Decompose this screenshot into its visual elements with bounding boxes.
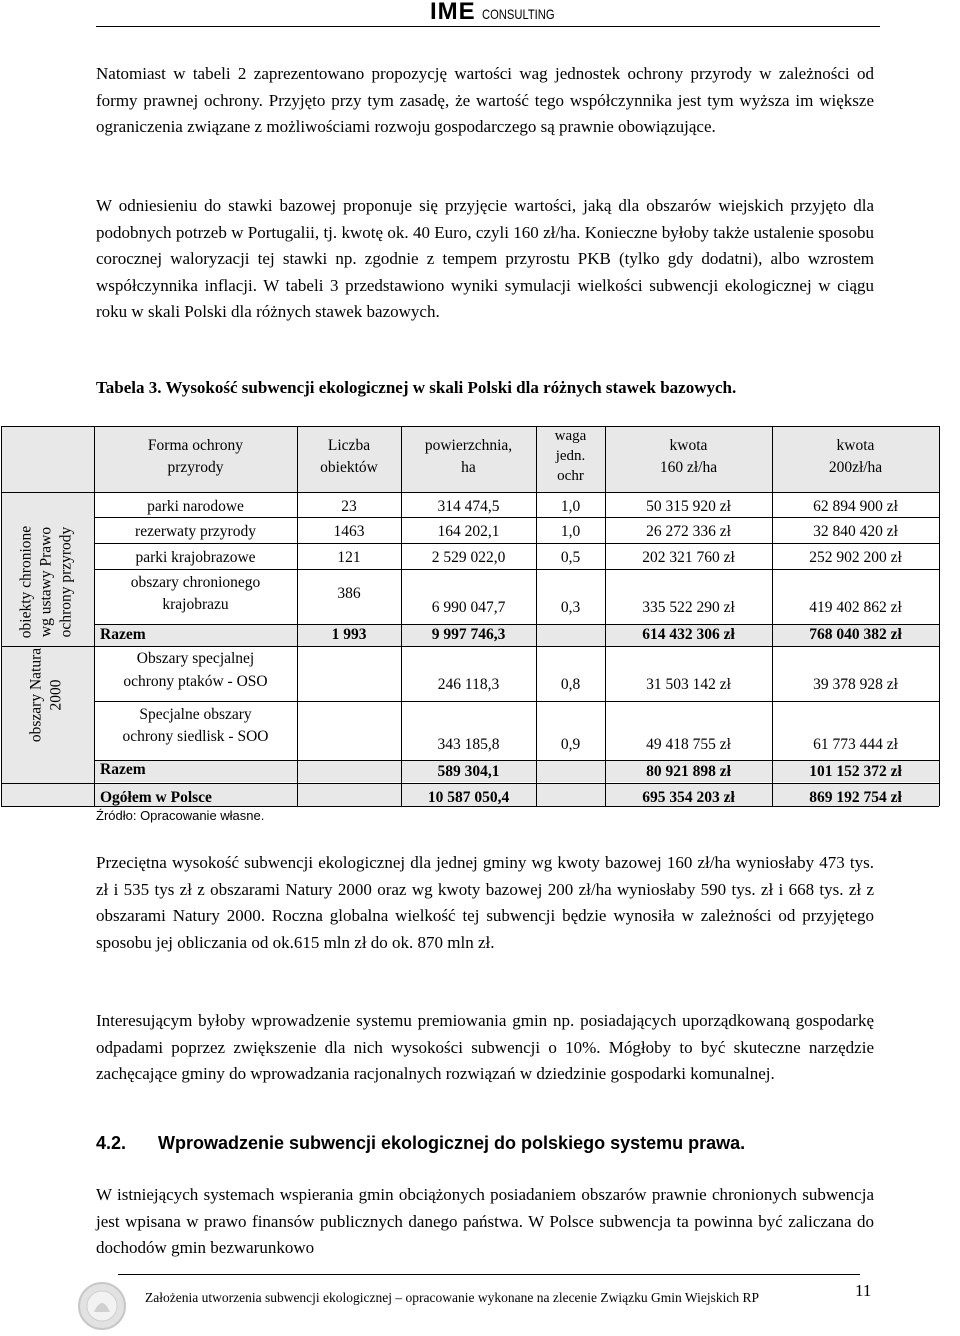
row-weight: 1,0 [560,523,581,540]
header-k200-line2: 200zł/ha [828,459,883,476]
header-weight-line1: waga [554,428,587,444]
header-weight-line3: ochr [557,468,584,484]
row-k200: 39 378 928 zł [813,676,898,693]
header-k200-line1: kwota [836,437,875,454]
row-name-line1: obszary chronionego [130,574,261,591]
logo-sub-text: CONSULTING [482,6,555,22]
header-k160-line1: kwota [669,437,708,454]
page-number: 11 [855,1281,872,1300]
row-k160: 26 272 336 zł [646,523,731,540]
section-number: 4.2. [96,1133,127,1153]
row-name: rezerwaty przyrody [135,523,256,540]
row-name: parki krajobrazowe [135,549,256,566]
total-k160: 80 921 898 zł [646,763,731,780]
header-k160-line2: 160 zł/ha [659,459,718,476]
row-k200: 32 840 420 zł [813,523,898,540]
row-k160: 50 315 920 zł [646,498,731,515]
row-area: 343 185,8 [437,736,500,753]
grand-total-k200: 869 192 754 zł [809,789,902,806]
header-count-line2: obiektów [320,459,378,476]
footer-text: Założenia utworzenia subwencji ekologicznej – opracowanie wykonane na zlecenie Związku Gmin Wiejskich RP [145,1290,759,1305]
group1-label-line3: ochrony przyrody [57,526,75,638]
paragraph-3: Przeciętna wysokość subwencji ekologicznej dla jednej gminy wg kwoty bazowej 160 zł/ha wyniosłaby 473 tys. zł i 535 tys zł z obszarami Natury 2000 oraz wg kwoty bazowej 200 zł/ha wyniosłaby 590 tys. zł i 668 tys. zł z obszarami Natury 2000. Roczna globalna wielkość tej subwencji będzie wynosiła w zależności od przyjętego sposobu jej obliczania od ok.615 mln zł do ok. 870 mln zł. [96,853,874,952]
row-name-line1: Obszary specjalnej [136,650,255,667]
row-area: 314 474,5 [437,498,500,515]
row-name: parki narodowe [147,498,244,515]
paragraph-2: W odniesieniu do stawki bazowej proponuje się przyjęcie wartości, jaką dla obszarów wiejskich przyjęto dla podobnych potrzeb w Portugalii, tj. kwotę ok. 40 Euro, czyli 160 zł/ha. Konieczne byłoby także ustalenie sposobu corocznej waloryzacji tej stawki np. zgodnie z tempem przyrostu PKB (tylko gdy dodatni), albo wzrostem współczynnika inflacji. W tabeli 3 przedstawiono wyniki symulacji wielkości subwencji ekologicznej w ciągu roku w skali Polski dla różnych stawek bazowych. [96,196,874,322]
row-k160: 202 321 760 zł [642,549,735,566]
row-k160: 31 503 142 zł [646,676,731,693]
subsidy-table [1,426,939,806]
row-k160: 49 418 755 zł [646,736,731,753]
total-k200: 101 152 372 zł [809,763,902,780]
row-name-line1: Specjalne obszary [139,706,252,723]
group2-side-label [27,627,69,764]
paragraph-1: Natomiast w tabeli 2 zaprezentowano propozycję wartości wag jednostek ochrony przyrody w zależności od formy prawnej ochrony. Przyjęto przy tym zasadę, że wartość tego współczynnika jest tym wyższa im większe ograniczenia związane z możliwościami rozwoju gospodarczego są prawnie obowiązujące. [96,64,874,137]
row-name-line2: ochrony siedlisk - SOO [122,728,269,745]
row-weight: 0,8 [560,676,581,693]
grand-total-label: Ogółem w Polsce [100,789,212,806]
total-label: Razem [100,626,146,643]
paragraph-4: Interesującym byłoby wprowadzenie systemu premiowania gmin np. posiadających uporządkowaną gospodarkę odpadami poprzez zwiększenie dla nich wysokości subwencji o 10%. Mógłoby to być skuteczne narzędzie zachęcające gminy do wprowadzania racjonalnych rozwiązań w dziedzinie gospodarki komunalnej. [96,1011,874,1084]
row-k200: 419 402 862 zł [809,599,902,616]
row-k200: 252 902 200 zł [809,549,902,566]
group1-label-line2: wg ustawy Prawo [37,526,55,638]
footer-rule [118,1274,860,1275]
header-count-line1: Liczba [327,437,371,454]
header-form-line1: Forma ochrony [147,437,244,454]
total-k160: 614 432 306 zł [642,626,735,643]
header-area-line2: ha [461,459,476,476]
row-weight: 0,9 [560,736,581,753]
total-area: 9 997 746,3 [431,626,506,643]
group2-label-line1: obszary Natura [27,647,45,743]
group2-label-line2: 2000 [47,679,65,711]
header-form-line2: przyrody [167,459,224,476]
seal-emblem-icon [76,1276,128,1332]
header-area-line1: powierzchnia, [424,437,513,454]
row-count: 23 [341,498,357,515]
paragraph-5: W istniejących systemach wspierania gmin obciążonych posiadaniem obszarów prawnie chronionych subwencja jest wpisana w prawo finansów publicznych danego państwa. W Polsce subwencja ta powinna być zaliczana do dochodów gmin bezwarunkowo [96,1185,874,1258]
total-k200: 768 040 382 zł [809,626,902,643]
row-weight: 1,0 [560,498,581,515]
total-area: 589 304,1 [437,763,500,780]
row-name-line2: krajobrazu [162,596,229,613]
header-rule [96,26,880,27]
row-area: 6 990 047,7 [431,599,506,616]
table-caption: Tabela 3. Wysokość subwencji ekologicznej w skali Polski dla różnych stawek bazowych. [96,378,737,397]
row-weight: 0,5 [560,549,581,566]
header-weight-line2: jedn. [555,448,586,464]
row-area: 246 118,3 [437,676,500,693]
row-area: 2 529 022,0 [431,549,506,566]
section-title: Wprowadzenie subwencji ekologicznej do polskiego systemu prawa. [158,1133,746,1153]
section-heading [96,1133,745,1154]
total-count: 1 993 [331,626,367,643]
grand-total-k160: 695 354 203 zł [642,789,735,806]
row-count: 121 [337,549,361,566]
row-k200: 62 894 900 zł [813,498,898,515]
total-label: Razem [100,761,146,778]
row-area: 164 202,1 [437,523,500,540]
row-count: 386 [337,585,361,602]
row-k200: 61 773 444 zł [813,736,898,753]
row-count: 1463 [333,523,365,540]
source-note: Źródło: Opracowanie własne. [96,808,265,823]
row-name-line2: ochrony ptaków - OSO [123,673,268,690]
group1-label-line1: obiekty chronione [17,525,35,639]
grand-total-area: 10 587 050,4 [427,789,510,806]
row-k160: 335 522 290 zł [642,599,735,616]
logo-main-text: IME [430,0,476,25]
row-weight: 0,3 [560,599,581,616]
